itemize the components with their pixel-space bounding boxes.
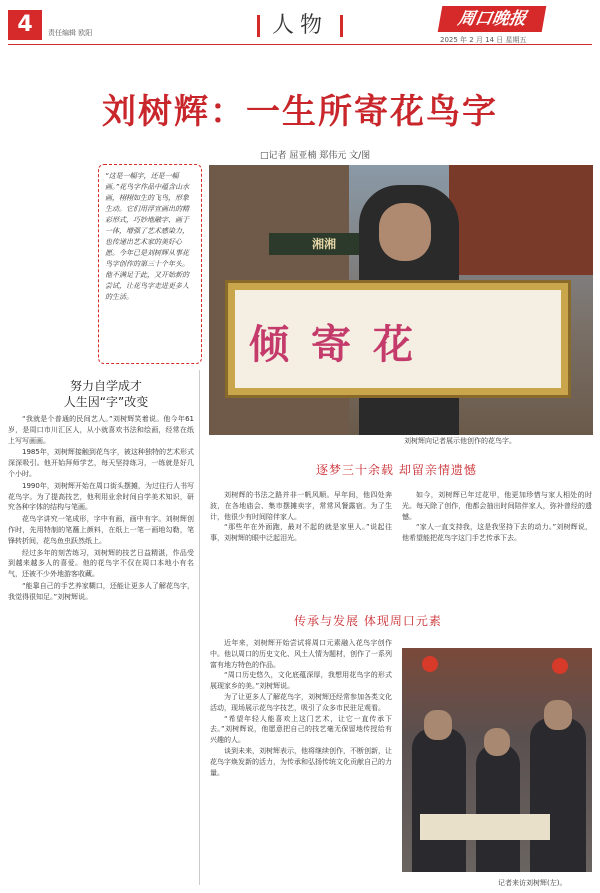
section-bar-left xyxy=(257,15,260,37)
left-subheading-line2: 人生因“字”改变 xyxy=(63,395,149,409)
paragraph: 1990年，刘树辉开始在周口街头摆摊，为过往行人书写花鸟字。为了提高技艺，他利用业余时间自学美术知识，研究各种字体的结构与笔画。 xyxy=(8,481,194,512)
photo-artist-face xyxy=(379,203,431,261)
paragraph: 谈到未来，刘树辉表示，他将继续创作，不断创新，让花鸟字焕发新的活力，为传承和弘扬传统文化贡献自己的力量。 xyxy=(210,746,392,777)
section-bar-right xyxy=(340,15,343,37)
photo-lantern xyxy=(552,658,568,674)
article-headline: 刘树辉：一生所寄花鸟字 xyxy=(102,92,498,132)
photo-person-face xyxy=(544,700,572,730)
photo-person-face xyxy=(424,710,452,740)
photo-artwork-on-table xyxy=(420,814,550,840)
paragraph: “希望年轻人能喜欢上这门艺术，让它一直传承下去。”刘树辉说，他愿意把自己的技艺毫无保留地传授给有兴趣的人。 xyxy=(210,714,392,745)
intro-quote-box: “这是一幅字，还是一幅画。”花鸟字作品中蕴含山水画，栩栩如生的飞鸟，形象生动。它们用浮宣画出的精彩形式，巧妙地融字、画于一体，增强了艺术感染力，也传递出艺术家的美好心愿。今年已是刘树辉从事花鸟字创作的第三十个年头。他不满足于此，又开始新的尝试，让花鸟字走进更多人的生活。 xyxy=(98,164,202,364)
photo-person xyxy=(530,718,586,872)
paragraph: 如今，刘树辉已年过花甲，他更加珍惜与家人相处的时光。每天除了创作，他都会抽出时间陪伴家人，弥补曾经的遗憾。 xyxy=(402,491,592,521)
paragraph: “家人一直支持我，这是我坚持下去的动力。”刘树辉说，他希望能把花鸟字这门手艺传承下去。 xyxy=(402,523,592,543)
left-column-text xyxy=(8,414,194,884)
photo2-caption: 记者来访刘树辉(左)。 xyxy=(498,879,567,887)
paragraph: “那些年在外面跑，最对不起的就是家里人。”说起往事，刘树辉的眼中泛起泪光。 xyxy=(210,523,392,543)
paragraph: 刘树辉的书法之路并非一帆风顺。早年间，他四处奔波，在各地庙会、集市摆摊卖字，常常风餐露宿。为了生计，他很少有时间陪伴家人。 xyxy=(210,491,392,521)
photo-person-face xyxy=(484,728,510,756)
paragraph: 近年来，刘树辉开始尝试将周口元素融入花鸟字创作中。他以周口的历史文化、风土人情为题材，创作了一系列富有地方特色的作品。 xyxy=(210,639,392,669)
left-subheading-line1: 努力自学成才 xyxy=(69,379,142,393)
paragraph: 1985年，刘树辉接触到花鸟字，被这种独特的艺术形式深深吸引。他开始拜师学艺，每天坚持练习，一练就是好几个小时。 xyxy=(8,448,194,478)
photo1-caption: 刘树辉向记者展示他创作的花鸟字。 xyxy=(404,437,516,445)
section1-heading: 逐梦三十余载 却留亲情遗憾 xyxy=(316,463,477,477)
section1-column-b xyxy=(402,490,592,608)
photo-artist-with-work xyxy=(209,165,593,435)
section-title: 人物 xyxy=(271,13,328,38)
byline: □记者 屈亚楠 郑伟元 文/图 xyxy=(260,151,371,161)
photo-person xyxy=(476,744,520,872)
header-divider xyxy=(8,44,592,45)
paragraph: “周口历史悠久，文化底蕴深厚，我想用花鸟字的形式展现家乡的美。”刘树辉说。 xyxy=(210,671,392,691)
section1-column-a xyxy=(210,490,392,608)
issue-date: 2025 年 2 月 14 日 星期五 xyxy=(440,36,527,44)
photo-person xyxy=(412,728,466,872)
paragraph: 花鸟字讲究一笔成形，字中有画，画中有字。刘树辉创作时，先用特制的笔蘸上颜料，在纸上一笔一画地勾勒，笔锋转折间，花鸟鱼虫跃然纸上。 xyxy=(8,515,194,545)
paragraph: “我就是个普通的民间艺人。”刘树辉笑着说。他今年61岁，是周口市川汇区人，从小就喜欢书法和绘画，经常在纸上写写画画。 xyxy=(8,415,194,445)
editor-credit: 责任编辑 欧阳 xyxy=(48,29,93,37)
column-divider xyxy=(199,370,200,885)
paragraph: 经过多年的刻苦练习，刘树辉的技艺日益精湛，作品受到越来越多人的喜爱。他的花鸟字不仅在周口本地小有名气，还被不少外地游客收藏。 xyxy=(8,548,194,579)
photo-artwork-characters: 倾寄花 xyxy=(249,321,435,368)
section2-heading: 传承与发展 体现周口元素 xyxy=(294,614,442,628)
section2-column xyxy=(210,638,392,886)
newspaper-logo: 周口晚报 xyxy=(438,6,547,32)
photo-pavilion-roof xyxy=(449,165,593,275)
paragraph: 为了让更多人了解花鸟字，刘树辉还经常参加各类文化活动，现场展示花鸟字技艺，吸引了众多市民驻足观看。 xyxy=(210,692,392,712)
photo-shop-sign: 湘湘 xyxy=(269,233,379,255)
photo-lantern xyxy=(422,656,438,672)
left-subheading xyxy=(26,378,186,410)
paragraph: “能靠自己的手艺养家糊口，还能让更多人了解花鸟字，我觉得很知足。”刘树辉说。 xyxy=(8,581,194,601)
page-number: 4 xyxy=(8,10,42,40)
photo-street-scene xyxy=(402,648,592,872)
